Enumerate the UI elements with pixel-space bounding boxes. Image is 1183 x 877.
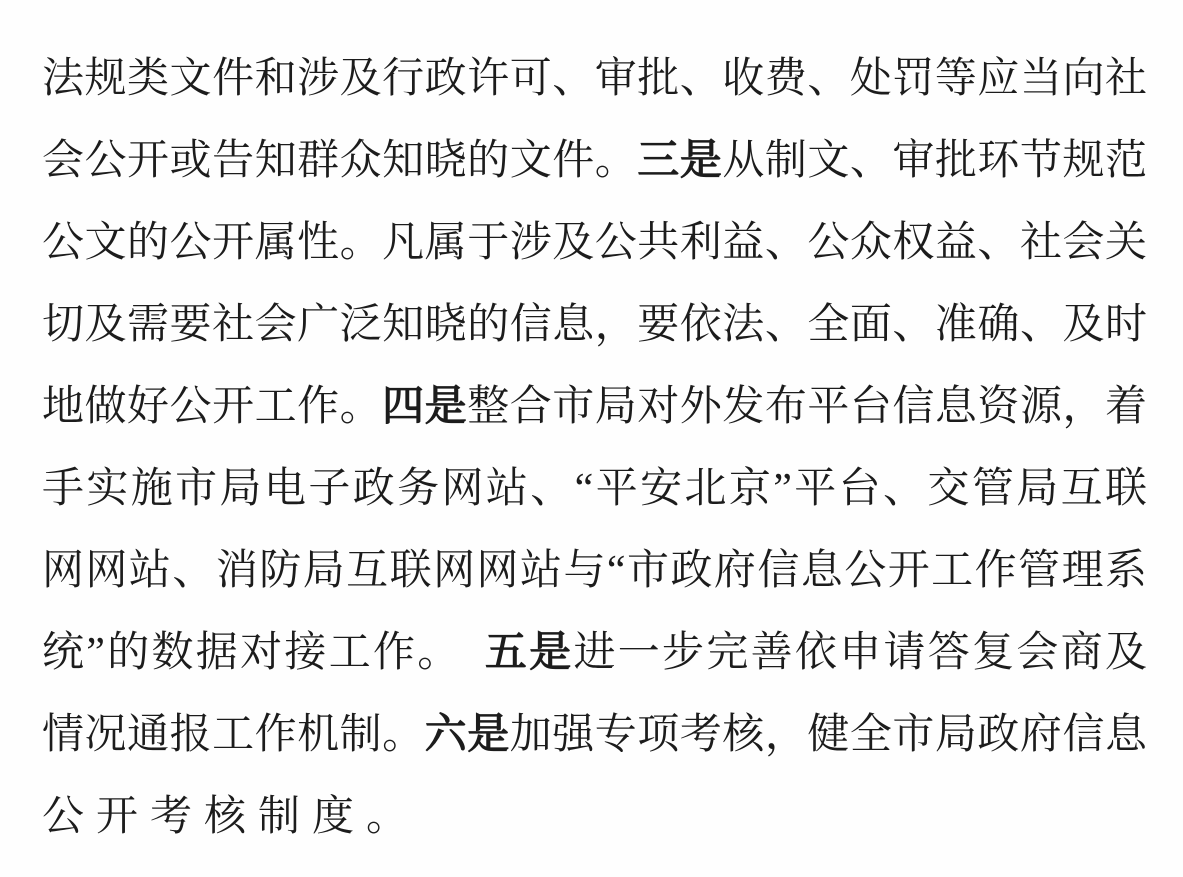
text-run: 法规类文件和涉及行政许可、审批、收费、处罚等应当向社 [42,56,1147,102]
text-line [42,366,1147,448]
text-run: 切及需要社会广泛知晓的信息，要依法、全面、准确、及时 [42,302,1147,348]
text-run: 从制文、审批环节规范 [722,138,1147,184]
text-line [42,120,1147,202]
text-line [42,202,1147,284]
text-run: 手实施市局电子政务网站、“平安北京”平台、交管局互联 [42,466,1147,512]
emphasis-ordinal-term: 三是 [637,138,723,184]
text-run: 网网站、消防局互联网网站与“市政府信息公开工作管理系 [42,548,1147,594]
text-line [42,448,1147,530]
emphasis-ordinal-term: 四是 [382,384,468,430]
text-run: 统”的数据对接工作。 [42,630,485,676]
text-run: 公文的公开属性。凡属于涉及公共利益、公众权益、社会关 [42,220,1147,266]
text-line [42,612,1147,694]
emphasis-ordinal-term: 六是 [424,712,510,758]
emphasis-ordinal-term: 五是 [484,630,574,676]
text-line [42,530,1147,612]
document-text-body [42,38,1147,858]
text-run: 地做好公开工作。 [42,384,383,430]
text-run: 进一步完善依申请答复会商及 [573,630,1147,676]
text-run: 加强专项考核，健全市局政府信息 [509,712,1147,758]
text-line [42,38,1147,120]
text-run: 整合市局对外发布平台信息资源，着 [467,384,1147,430]
text-line [42,284,1147,366]
text-run: 会公开或告知群众知晓的文件。 [42,138,638,184]
text-line [42,776,1147,858]
text-run: 情况通报工作机制。 [42,712,425,758]
text-line [42,694,1147,776]
text-run: 公开考核制度。 [42,794,421,840]
